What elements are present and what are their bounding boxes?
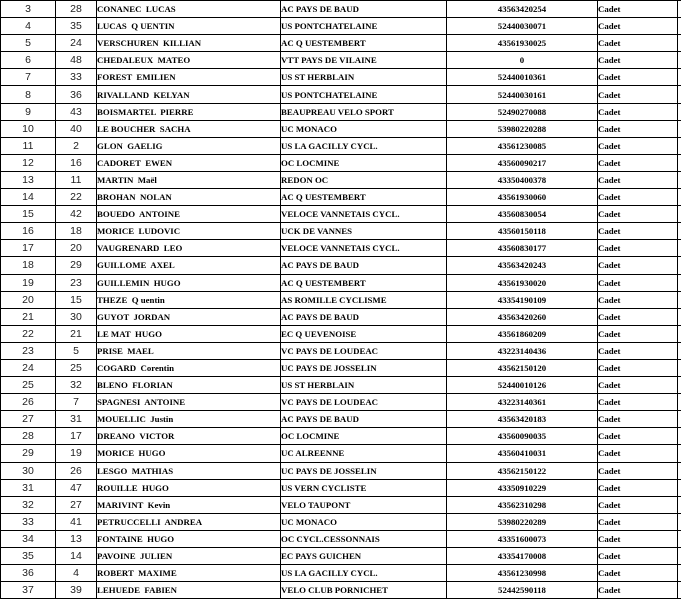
rider-name-cell: MARTIN Maël bbox=[97, 171, 281, 188]
category-cell: Cadet bbox=[598, 342, 678, 359]
license-number-cell: 43562150122 bbox=[447, 462, 598, 479]
category-cell: Cadet bbox=[598, 548, 678, 565]
bib-number-cell: 2 bbox=[56, 137, 97, 154]
position-cell: 21 bbox=[1, 308, 56, 325]
license-number-cell: 43560410031 bbox=[447, 445, 598, 462]
bib-number-cell: 41 bbox=[56, 513, 97, 530]
rider-name-cell: FONTAINE HUGO bbox=[97, 530, 281, 547]
club-cell: AS ROMILLE CYCLISME bbox=[281, 291, 447, 308]
club-cell: EC Q UEVENOISE bbox=[281, 325, 447, 342]
edge-cell bbox=[678, 582, 681, 599]
license-number-cell: 43562150120 bbox=[447, 359, 598, 376]
table-row bbox=[1, 52, 681, 69]
bib-number-cell: 18 bbox=[56, 223, 97, 240]
table-row bbox=[1, 103, 681, 120]
table-row bbox=[1, 359, 681, 376]
position-cell: 18 bbox=[1, 257, 56, 274]
category-cell: Cadet bbox=[598, 445, 678, 462]
category-cell: Cadet bbox=[598, 189, 678, 206]
club-cell: UC PAYS DE JOSSELIN bbox=[281, 462, 447, 479]
bib-number-cell: 43 bbox=[56, 103, 97, 120]
club-cell: VC PAYS DE LOUDEAC bbox=[281, 342, 447, 359]
club-cell: AC Q UESTEMBERT bbox=[281, 274, 447, 291]
position-cell: 32 bbox=[1, 496, 56, 513]
rider-name-cell: BROHAN NOLAN bbox=[97, 189, 281, 206]
club-cell: AC PAYS DE BAUD bbox=[281, 411, 447, 428]
license-number-cell: 43561860209 bbox=[447, 325, 598, 342]
rider-name-cell: BOISMARTEL PIERRE bbox=[97, 103, 281, 120]
table-row bbox=[1, 582, 681, 599]
category-cell: Cadet bbox=[598, 513, 678, 530]
club-cell: AC Q UESTEMBERT bbox=[281, 35, 447, 52]
edge-cell bbox=[678, 86, 681, 103]
bib-number-cell: 32 bbox=[56, 377, 97, 394]
bib-number-cell: 31 bbox=[56, 411, 97, 428]
category-cell: Cadet bbox=[598, 411, 678, 428]
bib-number-cell: 4 bbox=[56, 565, 97, 582]
edge-cell bbox=[678, 548, 681, 565]
club-cell: US PONTCHATELAINE bbox=[281, 86, 447, 103]
rider-name-cell: BLENO FLORIAN bbox=[97, 377, 281, 394]
license-number-cell: 43560830177 bbox=[447, 240, 598, 257]
category-cell: Cadet bbox=[598, 308, 678, 325]
edge-cell bbox=[678, 479, 681, 496]
rider-name-cell: SPAGNESI ANTOINE bbox=[97, 394, 281, 411]
category-cell: Cadet bbox=[598, 377, 678, 394]
position-cell: 37 bbox=[1, 582, 56, 599]
rider-name-cell: GLON GAELIG bbox=[97, 137, 281, 154]
edge-cell bbox=[678, 120, 681, 137]
license-number-cell: 43560090035 bbox=[447, 428, 598, 445]
club-cell: US LA GACILLY CYCL. bbox=[281, 137, 447, 154]
table-row bbox=[1, 565, 681, 582]
bib-number-cell: 5 bbox=[56, 342, 97, 359]
category-cell: Cadet bbox=[598, 154, 678, 171]
category-cell: Cadet bbox=[598, 291, 678, 308]
position-cell: 7 bbox=[1, 69, 56, 86]
club-cell: VTT PAYS DE VILAINE bbox=[281, 52, 447, 69]
license-number-cell: 43223140436 bbox=[447, 342, 598, 359]
bib-number-cell: 25 bbox=[56, 359, 97, 376]
table-row bbox=[1, 120, 681, 137]
table-row bbox=[1, 445, 681, 462]
license-number-cell: 53980220288 bbox=[447, 120, 598, 137]
table-row bbox=[1, 69, 681, 86]
table-row bbox=[1, 394, 681, 411]
position-cell: 6 bbox=[1, 52, 56, 69]
rider-name-cell: LEHUEDE FABIEN bbox=[97, 582, 281, 599]
license-number-cell: 53980220289 bbox=[447, 513, 598, 530]
position-cell: 35 bbox=[1, 548, 56, 565]
edge-cell bbox=[678, 394, 681, 411]
bib-number-cell: 33 bbox=[56, 69, 97, 86]
edge-cell bbox=[678, 377, 681, 394]
edge-cell bbox=[678, 1, 681, 18]
rider-name-cell: GUILLOME AXEL bbox=[97, 257, 281, 274]
rider-name-cell: CHEDALEUX MATEO bbox=[97, 52, 281, 69]
category-cell: Cadet bbox=[598, 206, 678, 223]
license-number-cell: 43562310298 bbox=[447, 496, 598, 513]
position-cell: 30 bbox=[1, 462, 56, 479]
bib-number-cell: 30 bbox=[56, 308, 97, 325]
table-row bbox=[1, 377, 681, 394]
table-row bbox=[1, 18, 681, 35]
table-row bbox=[1, 428, 681, 445]
bib-number-cell: 35 bbox=[56, 18, 97, 35]
bib-number-cell: 36 bbox=[56, 86, 97, 103]
bib-number-cell: 26 bbox=[56, 462, 97, 479]
license-number-cell: 43354170008 bbox=[447, 548, 598, 565]
license-number-cell: 43563420183 bbox=[447, 411, 598, 428]
table-row bbox=[1, 257, 681, 274]
category-cell: Cadet bbox=[598, 240, 678, 257]
position-cell: 25 bbox=[1, 377, 56, 394]
club-cell: US PONTCHATELAINE bbox=[281, 18, 447, 35]
table-row bbox=[1, 513, 681, 530]
rider-name-cell: FOREST EMILIEN bbox=[97, 69, 281, 86]
club-cell: US ST HERBLAIN bbox=[281, 377, 447, 394]
club-cell: VC PAYS DE LOUDEAC bbox=[281, 394, 447, 411]
edge-cell bbox=[678, 223, 681, 240]
bib-number-cell: 39 bbox=[56, 582, 97, 599]
table-row bbox=[1, 530, 681, 547]
table-row bbox=[1, 291, 681, 308]
license-number-cell: 52442590118 bbox=[447, 582, 598, 599]
position-cell: 8 bbox=[1, 86, 56, 103]
license-number-cell: 43350400378 bbox=[447, 171, 598, 188]
rider-name-cell: RIVALLAND KELYAN bbox=[97, 86, 281, 103]
edge-cell bbox=[678, 52, 681, 69]
license-number-cell: 43563420260 bbox=[447, 308, 598, 325]
edge-cell bbox=[678, 291, 681, 308]
license-number-cell: 43351600073 bbox=[447, 530, 598, 547]
table-row bbox=[1, 35, 681, 52]
category-cell: Cadet bbox=[598, 359, 678, 376]
club-cell: AC PAYS DE BAUD bbox=[281, 308, 447, 325]
table-row bbox=[1, 548, 681, 565]
table-row bbox=[1, 496, 681, 513]
rider-name-cell: PRISE MAEL bbox=[97, 342, 281, 359]
rider-name-cell: CONANEC LUCAS bbox=[97, 1, 281, 18]
license-number-cell: 43561230085 bbox=[447, 137, 598, 154]
bib-number-cell: 47 bbox=[56, 479, 97, 496]
edge-cell bbox=[678, 342, 681, 359]
table-row bbox=[1, 1, 681, 18]
table-row bbox=[1, 274, 681, 291]
position-cell: 12 bbox=[1, 154, 56, 171]
rider-name-cell: CADORET EWEN bbox=[97, 154, 281, 171]
license-number-cell: 0 bbox=[447, 52, 598, 69]
edge-cell bbox=[678, 103, 681, 120]
club-cell: OC LOCMINE bbox=[281, 154, 447, 171]
bib-number-cell: 22 bbox=[56, 189, 97, 206]
category-cell: Cadet bbox=[598, 86, 678, 103]
bib-number-cell: 42 bbox=[56, 206, 97, 223]
bib-number-cell: 23 bbox=[56, 274, 97, 291]
position-cell: 15 bbox=[1, 206, 56, 223]
club-cell: AC Q UESTEMBERT bbox=[281, 189, 447, 206]
club-cell: US VERN CYCLISTE bbox=[281, 479, 447, 496]
license-number-cell: 43561930060 bbox=[447, 189, 598, 206]
club-cell: UC ALREENNE bbox=[281, 445, 447, 462]
club-cell: UC MONACO bbox=[281, 513, 447, 530]
table-row bbox=[1, 223, 681, 240]
bib-number-cell: 48 bbox=[56, 52, 97, 69]
riders-table-body bbox=[1, 1, 681, 599]
position-cell: 23 bbox=[1, 342, 56, 359]
table-row bbox=[1, 479, 681, 496]
category-cell: Cadet bbox=[598, 325, 678, 342]
table-row bbox=[1, 206, 681, 223]
position-cell: 28 bbox=[1, 428, 56, 445]
position-cell: 9 bbox=[1, 103, 56, 120]
bib-number-cell: 14 bbox=[56, 548, 97, 565]
category-cell: Cadet bbox=[598, 69, 678, 86]
edge-cell bbox=[678, 496, 681, 513]
table-row bbox=[1, 189, 681, 206]
category-cell: Cadet bbox=[598, 462, 678, 479]
edge-cell bbox=[678, 462, 681, 479]
position-cell: 4 bbox=[1, 18, 56, 35]
rider-name-cell: DREANO VICTOR bbox=[97, 428, 281, 445]
bib-number-cell: 16 bbox=[56, 154, 97, 171]
rider-name-cell: MARIVINT Kevin bbox=[97, 496, 281, 513]
bib-number-cell: 40 bbox=[56, 120, 97, 137]
position-cell: 27 bbox=[1, 411, 56, 428]
table-row bbox=[1, 86, 681, 103]
table-row bbox=[1, 411, 681, 428]
edge-cell bbox=[678, 189, 681, 206]
club-cell: AC PAYS DE BAUD bbox=[281, 257, 447, 274]
rider-name-cell: MORICE LUDOVIC bbox=[97, 223, 281, 240]
position-cell: 20 bbox=[1, 291, 56, 308]
category-cell: Cadet bbox=[598, 428, 678, 445]
table-row bbox=[1, 325, 681, 342]
position-cell: 36 bbox=[1, 565, 56, 582]
position-cell: 11 bbox=[1, 137, 56, 154]
club-cell: OC CYCL.CESSONNAIS bbox=[281, 530, 447, 547]
edge-cell bbox=[678, 411, 681, 428]
category-cell: Cadet bbox=[598, 52, 678, 69]
license-number-cell: 43560830054 bbox=[447, 206, 598, 223]
bib-number-cell: 29 bbox=[56, 257, 97, 274]
edge-cell bbox=[678, 428, 681, 445]
position-cell: 3 bbox=[1, 1, 56, 18]
rider-name-cell: VERSCHUREN KILLIAN bbox=[97, 35, 281, 52]
license-number-cell: 43350910229 bbox=[447, 479, 598, 496]
table-row bbox=[1, 137, 681, 154]
position-cell: 29 bbox=[1, 445, 56, 462]
rider-name-cell: BOUEDO ANTOINE bbox=[97, 206, 281, 223]
club-cell: REDON OC bbox=[281, 171, 447, 188]
license-number-cell: 52490270088 bbox=[447, 103, 598, 120]
position-cell: 26 bbox=[1, 394, 56, 411]
position-cell: 16 bbox=[1, 223, 56, 240]
rider-name-cell: LE BOUCHER SACHA bbox=[97, 120, 281, 137]
edge-cell bbox=[678, 325, 681, 342]
position-cell: 5 bbox=[1, 35, 56, 52]
rider-name-cell: ROBERT MAXIME bbox=[97, 565, 281, 582]
bib-number-cell: 27 bbox=[56, 496, 97, 513]
club-cell: OC LOCMINE bbox=[281, 428, 447, 445]
edge-cell bbox=[678, 257, 681, 274]
rider-name-cell: MOUELLIC Justin bbox=[97, 411, 281, 428]
category-cell: Cadet bbox=[598, 103, 678, 120]
license-number-cell: 43563420254 bbox=[447, 1, 598, 18]
category-cell: Cadet bbox=[598, 137, 678, 154]
edge-cell bbox=[678, 206, 681, 223]
edge-cell bbox=[678, 240, 681, 257]
license-number-cell: 43223140361 bbox=[447, 394, 598, 411]
edge-cell bbox=[678, 445, 681, 462]
table-row bbox=[1, 462, 681, 479]
club-cell: VELO CLUB PORNICHET bbox=[281, 582, 447, 599]
license-number-cell: 43354190109 bbox=[447, 291, 598, 308]
position-cell: 13 bbox=[1, 171, 56, 188]
rider-name-cell: GUYOT JORDAN bbox=[97, 308, 281, 325]
club-cell: EC PAYS GUICHEN bbox=[281, 548, 447, 565]
category-cell: Cadet bbox=[598, 257, 678, 274]
club-cell: UCK DE VANNES bbox=[281, 223, 447, 240]
rider-name-cell: LE MAT HUGO bbox=[97, 325, 281, 342]
bib-number-cell: 21 bbox=[56, 325, 97, 342]
license-number-cell: 52440010126 bbox=[447, 377, 598, 394]
edge-cell bbox=[678, 308, 681, 325]
rider-name-cell: LESGO MATHIAS bbox=[97, 462, 281, 479]
table-row bbox=[1, 171, 681, 188]
table-row bbox=[1, 342, 681, 359]
bib-number-cell: 20 bbox=[56, 240, 97, 257]
edge-cell bbox=[678, 154, 681, 171]
category-cell: Cadet bbox=[598, 479, 678, 496]
edge-cell bbox=[678, 513, 681, 530]
club-cell: VELOCE VANNETAIS CYCL. bbox=[281, 206, 447, 223]
club-cell: US LA GACILLY CYCL. bbox=[281, 565, 447, 582]
license-number-cell: 43560150118 bbox=[447, 223, 598, 240]
rider-name-cell: ROUILLE HUGO bbox=[97, 479, 281, 496]
bib-number-cell: 13 bbox=[56, 530, 97, 547]
category-cell: Cadet bbox=[598, 35, 678, 52]
rider-name-cell: THEZE Q uentin bbox=[97, 291, 281, 308]
edge-cell bbox=[678, 359, 681, 376]
rider-name-cell: LUCAS Q UENTIN bbox=[97, 18, 281, 35]
position-cell: 24 bbox=[1, 359, 56, 376]
position-cell: 19 bbox=[1, 274, 56, 291]
table-row bbox=[1, 240, 681, 257]
license-number-cell: 52440030071 bbox=[447, 18, 598, 35]
category-cell: Cadet bbox=[598, 223, 678, 240]
category-cell: Cadet bbox=[598, 530, 678, 547]
club-cell: UC MONACO bbox=[281, 120, 447, 137]
bib-number-cell: 15 bbox=[56, 291, 97, 308]
license-number-cell: 43561230998 bbox=[447, 565, 598, 582]
rider-name-cell: VAUGRENARD LEO bbox=[97, 240, 281, 257]
position-cell: 33 bbox=[1, 513, 56, 530]
edge-cell bbox=[678, 565, 681, 582]
category-cell: Cadet bbox=[598, 274, 678, 291]
table-row bbox=[1, 154, 681, 171]
edge-cell bbox=[678, 18, 681, 35]
license-number-cell: 43560090217 bbox=[447, 154, 598, 171]
bib-number-cell: 7 bbox=[56, 394, 97, 411]
license-number-cell: 43563420243 bbox=[447, 257, 598, 274]
license-number-cell: 52440030161 bbox=[447, 86, 598, 103]
category-cell: Cadet bbox=[598, 565, 678, 582]
edge-cell bbox=[678, 137, 681, 154]
position-cell: 34 bbox=[1, 530, 56, 547]
club-cell: AC PAYS DE BAUD bbox=[281, 1, 447, 18]
bib-number-cell: 17 bbox=[56, 428, 97, 445]
table-row bbox=[1, 308, 681, 325]
bib-number-cell: 11 bbox=[56, 171, 97, 188]
edge-cell bbox=[678, 274, 681, 291]
rider-name-cell: MORICE HUGO bbox=[97, 445, 281, 462]
license-number-cell: 43561930025 bbox=[447, 35, 598, 52]
category-cell: Cadet bbox=[598, 394, 678, 411]
category-cell: Cadet bbox=[598, 496, 678, 513]
license-number-cell: 43561930020 bbox=[447, 274, 598, 291]
club-cell: US ST HERBLAIN bbox=[281, 69, 447, 86]
position-cell: 22 bbox=[1, 325, 56, 342]
position-cell: 14 bbox=[1, 189, 56, 206]
bib-number-cell: 28 bbox=[56, 1, 97, 18]
bib-number-cell: 19 bbox=[56, 445, 97, 462]
category-cell: Cadet bbox=[598, 582, 678, 599]
position-cell: 31 bbox=[1, 479, 56, 496]
license-number-cell: 52440010361 bbox=[447, 69, 598, 86]
edge-cell bbox=[678, 530, 681, 547]
category-cell: Cadet bbox=[598, 18, 678, 35]
edge-cell bbox=[678, 35, 681, 52]
position-cell: 10 bbox=[1, 120, 56, 137]
category-cell: Cadet bbox=[598, 171, 678, 188]
rider-name-cell: COGARD Corentin bbox=[97, 359, 281, 376]
edge-cell bbox=[678, 69, 681, 86]
club-cell: UC PAYS DE JOSSELIN bbox=[281, 359, 447, 376]
position-cell: 17 bbox=[1, 240, 56, 257]
rider-name-cell: GUILLEMIN HUGO bbox=[97, 274, 281, 291]
rider-name-cell: PETRUCCELLI ANDREA bbox=[97, 513, 281, 530]
club-cell: BEAUPREAU VELO SPORT bbox=[281, 103, 447, 120]
club-cell: VELO TAUPONT bbox=[281, 496, 447, 513]
edge-cell bbox=[678, 171, 681, 188]
bib-number-cell: 24 bbox=[56, 35, 97, 52]
category-cell: Cadet bbox=[598, 1, 678, 18]
rider-name-cell: PAVOINE JULIEN bbox=[97, 548, 281, 565]
category-cell: Cadet bbox=[598, 120, 678, 137]
club-cell: VELOCE VANNETAIS CYCL. bbox=[281, 240, 447, 257]
